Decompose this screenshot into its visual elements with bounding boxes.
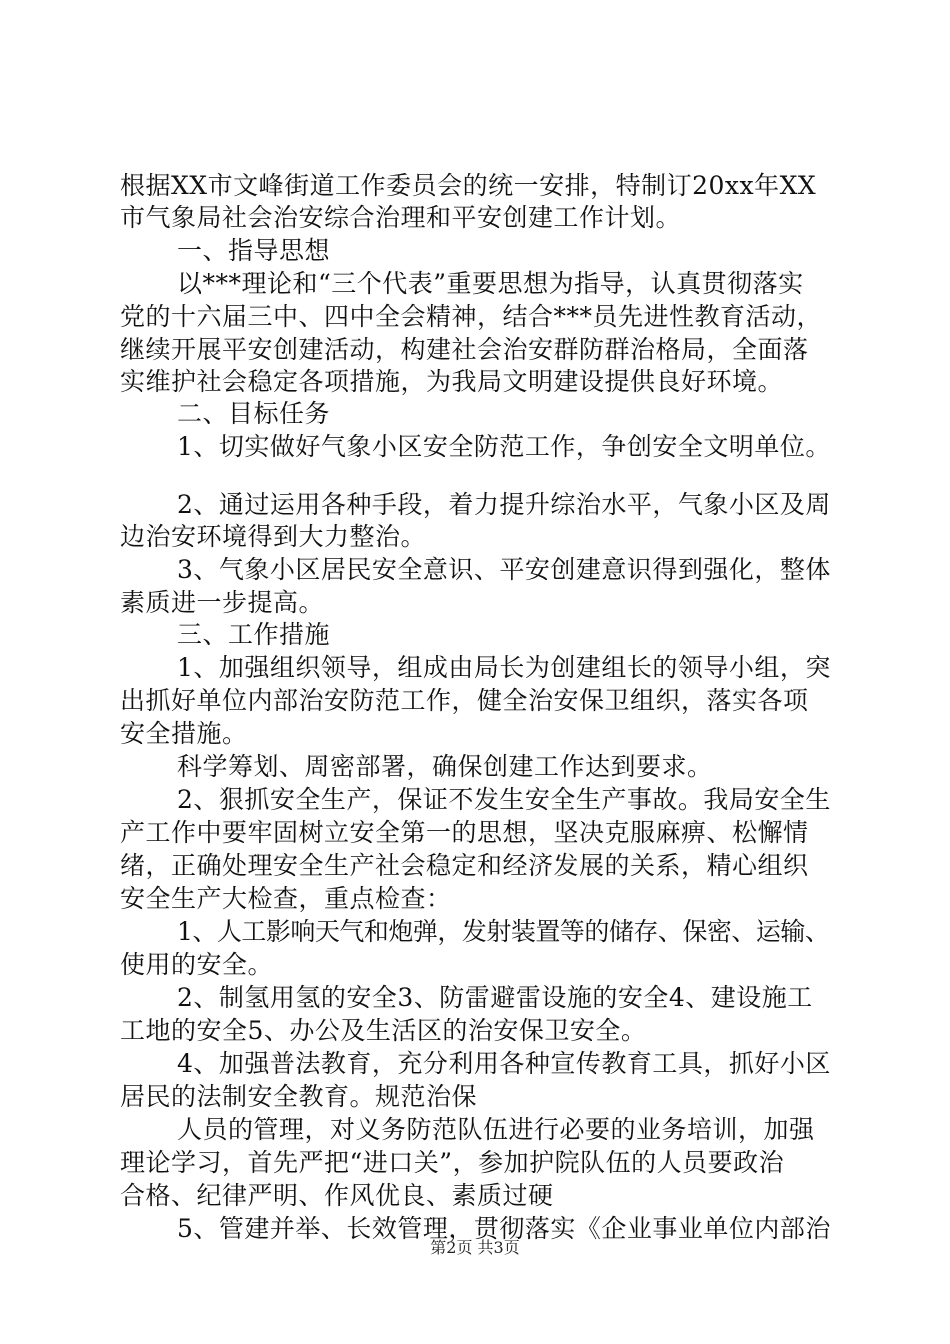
text-line: 安全措施。: [120, 719, 248, 748]
text-line: 2、狠抓安全生产，保证不发生安全生产事故。我局安全生: [177, 785, 831, 814]
text-line: 5、管建并举、长效管理，贯彻落实《企业事业单位内部治: [177, 1214, 831, 1243]
text-line: 边治安环境得到大力整治。: [120, 522, 427, 551]
text-line: 2、制氢用氢的安全3、防雷避雷设施的安全4、建设施工: [177, 983, 813, 1012]
text-line: 党的十六届三中、四中全会精神，结合***员先进性教育活动，: [120, 302, 823, 331]
text-line: 4、加强普法教育，充分利用各种宣传教育工具，抓好小区: [177, 1049, 831, 1078]
text-line: 3、气象小区居民安全意识、平安创建意识得到强化，整体: [177, 555, 831, 584]
text-line: 居民的法制安全教育。规范治保: [120, 1082, 478, 1111]
text-line: 出抓好单位内部治安防范工作，健全治安保卫组织，落实各项: [120, 686, 809, 715]
text-line: 1、加强组织领导，组成由局长为创建组长的领导小组，突: [177, 653, 831, 682]
text-line: 使用的安全。: [120, 950, 274, 979]
section-heading: 一、指导思想: [177, 236, 331, 265]
text-line: 工地的安全5、办公及生活区的治安保卫安全。: [120, 1016, 647, 1045]
text-line: 1、切实做好气象小区安全防范工作，争创安全文明单位。: [177, 432, 831, 461]
text-line: 理论学习，首先严把“进口关”，参加护院队伍的人员要政治: [120, 1148, 785, 1177]
page-number-footer: 第2页 共3页: [430, 1238, 520, 1257]
text-line: 素质进一步提高。: [120, 588, 325, 617]
text-line: 继续开展平安创建活动，构建社会治安群防群治格局，全面落: [120, 335, 809, 364]
section-heading: 二、目标任务: [177, 399, 331, 428]
text-line: 市气象局社会治安综合治理和平安创建工作计划。: [120, 203, 682, 232]
text-line: 绪，正确处理安全生产社会稳定和经济发展的关系，精心组织: [120, 851, 809, 880]
section-heading: 三、工作措施: [177, 620, 331, 649]
text-line: 1、人工影响天气和炮弹，发射装置等的储存、保密、运输、: [177, 917, 830, 946]
text-line: 人员的管理，对义务防范队伍进行必要的业务培训，加强: [177, 1115, 815, 1144]
text-line: 实维护社会稳定各项措施，为我局文明建设提供良好环境。: [120, 367, 784, 396]
text-line: 2、通过运用各种手段，着力提升综治水平，气象小区及周: [177, 490, 831, 519]
text-line: 以***理论和“三个代表”重要思想为指导，认真贯彻落实: [177, 269, 804, 298]
text-line: 合格、纪律严明、作风优良、素质过硬: [120, 1181, 554, 1210]
text-line: 安全生产大检查，重点检查：: [120, 884, 452, 913]
text-line: 产工作中要牢固树立安全第一的思想，坚决克服麻痹、松懈情: [120, 818, 809, 847]
text-line: 科学筹划、周密部署，确保创建工作达到要求。: [177, 752, 713, 781]
text-line: 根据XX市文峰街道工作委员会的统一安排，特制订20xx年XX: [120, 171, 817, 200]
